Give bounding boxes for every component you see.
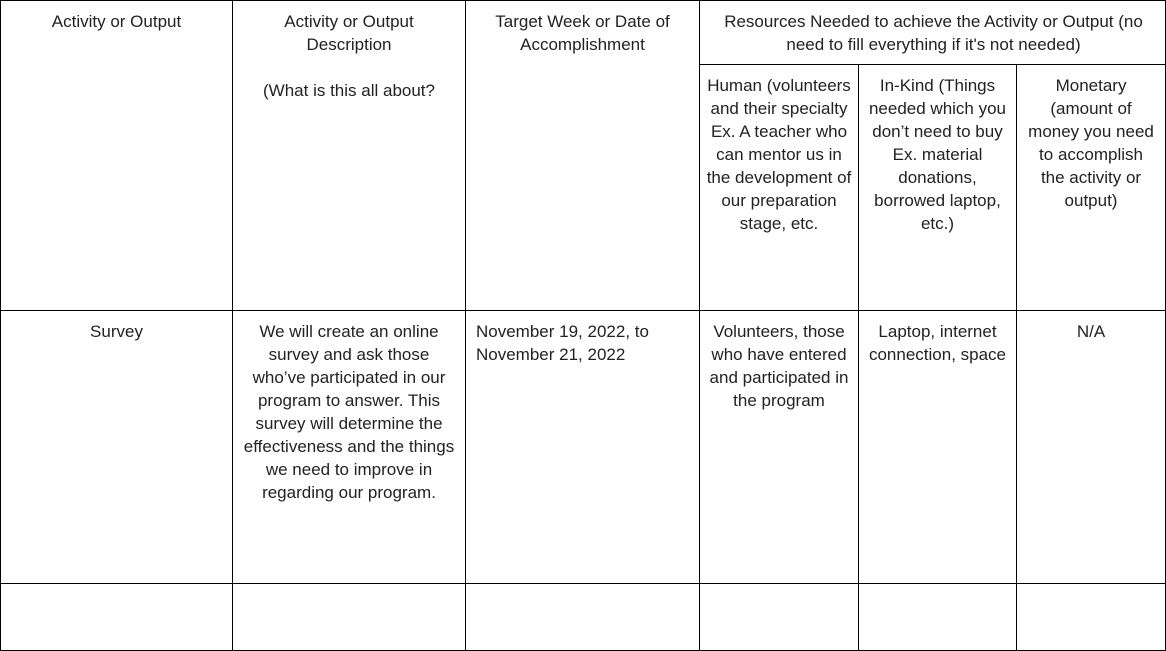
cell-target [466,311,700,584]
header-target-text: Target Week or Date of Accomplishment [495,12,670,54]
empty-row [1,584,1166,651]
cell-description-text: We will create an online survey and ask those who’ve participated in our program to answer. This survey will determine the effectiveness and the things we need to improve in regarding our program. [243,322,455,502]
empty-cell [1017,584,1166,651]
cell-target-text: November 19, 2022, to November 21, 2022 [476,322,649,364]
header-monetary-text: Monetary (amount of money you need to accomplish the activity or output) [1028,76,1154,210]
header-row [1,1,1166,65]
cell-monetary-text: N/A [1076,322,1106,341]
header-description-subtext: (What is this all about? [263,81,435,100]
cell-human-text: Volunteers, those who have entered and participated in the program [709,322,849,410]
cell-human [700,311,859,584]
cell-monetary [1017,311,1166,584]
header-description-text: Activity or Output Description [284,12,414,54]
header-monetary [1017,65,1166,311]
header-description [233,1,466,311]
empty-cell [700,584,859,651]
cell-activity-text: Survey [90,322,143,341]
cell-description [233,311,466,584]
header-resources-text: Resources Needed to achieve the Activity or Output (no need to fill everything if it's not needed) [724,12,1143,54]
header-target [466,1,700,311]
empty-cell [1,584,233,651]
empty-cell [466,584,700,651]
table-row [1,311,1166,584]
cell-in-kind [859,311,1017,584]
header-in-kind [859,65,1017,311]
header-resources [700,1,1166,65]
header-activity-text: Activity or Output [51,12,182,31]
cell-activity [1,311,233,584]
empty-cell [233,584,466,651]
header-activity [1,1,233,311]
header-in-kind-text: In-Kind (Things needed which you don’t need to buy Ex. material donations, borrowed laptop, etc.) [868,76,1007,233]
header-human-text: Human (volunteers and their specialty Ex. A teacher who can mentor us in the development of our preparation stage, etc. [706,76,852,233]
empty-cell [859,584,1017,651]
cell-in-kind-text: Laptop, internet connection, space [868,322,1007,364]
header-human [700,65,859,311]
